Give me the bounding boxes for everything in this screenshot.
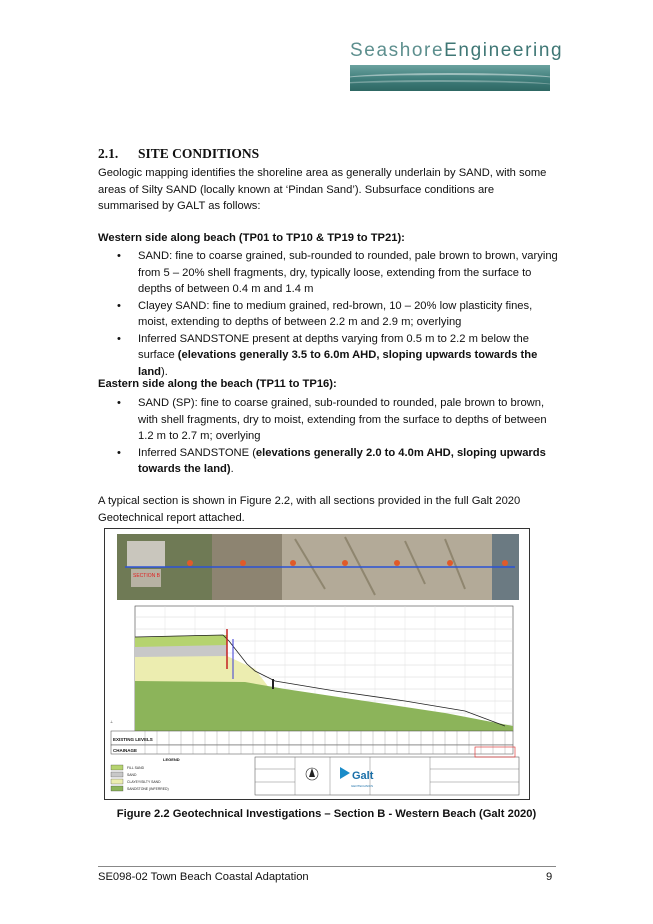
legend-label: CLAYEY/SILTY SAND [127,780,161,784]
bullet-text: Inferred SANDSTONE ( [138,446,256,459]
bullet-text-end: ). [161,365,168,378]
title-block [255,757,519,795]
figure-caption: Figure 2.2 Geotechnical Investigations – Section B - Western Beach (Galt 2020) [116,808,537,820]
test-pit-marker [502,560,508,566]
chainage-row [111,745,513,754]
logo-part1: Seashore [350,40,445,61]
test-pit-marker [290,560,296,566]
section-title: SITE CONDITIONS [138,146,260,161]
legend-swatch [111,772,123,777]
list-item [98,445,558,478]
legend-label: SAND [127,773,137,777]
legend-swatch [111,786,123,791]
test-pit-marker [240,560,246,566]
legend-label: FILL SAND [127,766,145,770]
bullet-text: Inferred SANDSTONE present at depths varying from 0.5 m to 2.2 m below the surface [138,332,529,361]
chainage-label: CHAINAGE [113,748,138,753]
eastern-heading: Eastern side along the beach (TP11 to TP16): [98,378,337,390]
section-label: SECTION B [133,573,160,579]
bullet-text-end: . [230,463,234,475]
test-pit-marker [394,560,400,566]
existing-levels-row [111,731,513,745]
section-figure [104,528,530,800]
typical-paragraph: A typical section is shown in Figure 2.2, with all sections provided in the full Galt 2020 Geotechnical report attached. [98,495,521,524]
legend-swatch [111,765,123,770]
footer-divider [98,866,556,867]
footer-document-title: SE098-02 Town Beach Coastal Adaptation [98,871,309,883]
legend-swatch [111,779,123,784]
existing-levels-label: EXISTING LEVELS [113,737,153,742]
legend-label: SANDSTONE (INFERRED) [127,787,169,791]
datum-label: ⊥ [110,720,114,724]
aerial-building [127,541,165,567]
logo-part2: Engineering [444,40,564,61]
logo-wave-band [350,65,550,91]
intro-paragraph: Geologic mapping identifies the shoreline area as generally underlain by SAND, with some areas of Silty SAND (locally known at ‘Pindan Sand’). Subsurface conditions are summarised by GALT as follows: [98,167,547,212]
western-heading: Western side along beach (TP01 to TP10 & TP19 to TP21): [98,232,405,244]
company-name: Galt [352,770,374,782]
company-subtitle: GEOTECHNICS [351,784,374,788]
section-number: 2.1. [98,146,119,161]
list-item: • SAND (SP): fine to coarse grained, sub-rounded to rounded, pale brown to brown, with shell fragments, dry to moist, extending from the surface to depths of between 1.2 m to 2.7 m; overlying [98,395,558,445]
logo-wordmark [350,40,564,62]
bullet-bold-text: (elevations generally 3.5 to 6.0m AHD, sloping upwards towards the land [138,349,538,378]
test-pit-marker [342,560,348,566]
test-pit-marker [447,560,453,566]
western-bullet-list [98,248,558,380]
page-number: 9 [546,871,553,883]
list-item: • Clayey SAND: fine to medium grained, red-brown, 10 – 20% low plasticity fines, moist, extending to depths of between 2.2 m and 2.9 m; overlying [98,298,558,331]
legend-title: LEGEND [163,757,180,762]
company-logo [350,40,564,91]
section-heading [98,146,259,162]
test-pit-marker [187,560,193,566]
eastern-bullet-list [98,395,558,478]
list-item [98,331,558,381]
bullet-bold-text: elevations generally 2.0 to 4.0m AHD, sloping upwards towards the land) [138,446,546,475]
list-item: • SAND: fine to coarse grained, sub-rounded to rounded, pale brown to brown, varying from 5 – 20% shell fragments, dry, typically loose, extending from the surface to depths of between 0.4 m and 1.4 m [98,248,558,298]
profile-chart [110,606,513,731]
section-drawing [105,529,529,799]
